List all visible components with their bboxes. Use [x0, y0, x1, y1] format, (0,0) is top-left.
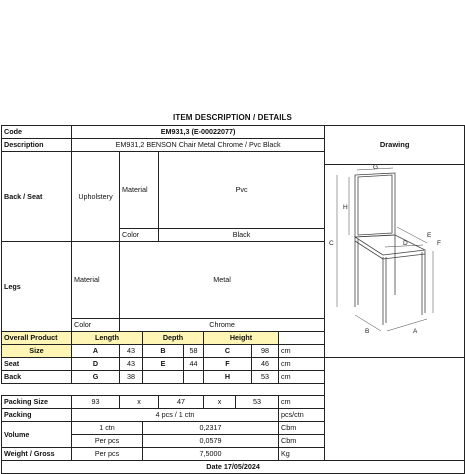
- upholstery-label: Upholstery: [72, 152, 120, 242]
- back-depth-value: [184, 371, 204, 384]
- height-header: Height: [204, 332, 279, 345]
- drawing-label-f: F: [437, 240, 442, 247]
- size-depth-value: 58: [184, 345, 204, 358]
- back-length-value: 38: [120, 371, 143, 384]
- row-volume-pcs: [2, 435, 465, 448]
- description-label: Description: [2, 139, 72, 152]
- back-seat-material-value: Pvc: [159, 152, 325, 229]
- drawing-label-d: D: [403, 240, 408, 247]
- chair-drawing: [325, 165, 465, 355]
- row-seat: [2, 358, 465, 371]
- packing-size-x1: x: [120, 396, 159, 409]
- volume-drawing-2: [325, 435, 465, 448]
- row-code: [2, 126, 465, 139]
- legs-color-value: Chrome: [120, 319, 325, 332]
- drawing-label-e: E: [427, 232, 432, 239]
- packing-size-v1: 93: [72, 396, 120, 409]
- size-height-value: 98: [252, 345, 279, 358]
- volume-pcs-value: 0,0579: [143, 435, 279, 448]
- volume-pcs-unit: Cbm: [279, 435, 325, 448]
- overall-product-label: Overall Product: [2, 332, 72, 345]
- volume-ctn-unit: Cbm: [279, 422, 325, 435]
- back-seat-material-label: Material: [120, 152, 159, 229]
- weight-drawing: [325, 448, 465, 461]
- seat-unit: cm: [279, 358, 325, 371]
- back-depth-key: [143, 371, 184, 384]
- size-length-value: 43: [120, 345, 143, 358]
- drawing-label-c: C: [329, 240, 334, 247]
- back-length-key: G: [72, 371, 120, 384]
- back-height-key: H: [204, 371, 252, 384]
- back-label: Back: [2, 371, 72, 384]
- drawing-label-h: H: [343, 204, 348, 211]
- drawing-label-b: B: [365, 328, 370, 335]
- back-seat-color-label: Color: [120, 229, 159, 242]
- legs-material-value: Metal: [120, 242, 325, 319]
- row-volume-ctn: [2, 422, 465, 435]
- seat-drawing-spacer: [325, 358, 465, 371]
- size-label: Size: [2, 345, 72, 358]
- weight-unit: Kg: [279, 448, 325, 461]
- packing-unit: pcs/ctn: [279, 409, 325, 422]
- size-depth-key: B: [143, 345, 184, 358]
- row-packing: [2, 409, 465, 422]
- weight-value: 7,5000: [143, 448, 279, 461]
- packing-value: 4 pcs / 1 ctn: [72, 409, 279, 422]
- size-height-key: C: [204, 345, 252, 358]
- back-unit: cm: [279, 371, 325, 384]
- row-spacer: [2, 384, 465, 396]
- size-length-key: A: [72, 345, 120, 358]
- seat-depth-key: E: [143, 358, 184, 371]
- row-date: [2, 461, 465, 474]
- legs-material-label: Material: [72, 242, 120, 319]
- seat-label: Seat: [2, 358, 72, 371]
- volume-label: Volume: [2, 422, 72, 448]
- volume-ctn-label: 1 ctn: [72, 422, 143, 435]
- depth-header: Depth: [143, 332, 204, 345]
- spacer-drawing: [325, 384, 465, 396]
- packing-size-label: Packing Size: [2, 396, 72, 409]
- drawing-label-g: G: [373, 165, 379, 171]
- row-weight: [2, 448, 465, 461]
- date-cell: Date 17/05/2024: [2, 461, 465, 474]
- packing-label: Packing: [2, 409, 72, 422]
- volume-pcs-label: Per pcs: [72, 435, 143, 448]
- packing-size-drawing: [325, 396, 465, 409]
- seat-height-value: 46: [252, 358, 279, 371]
- length-header: Length: [72, 332, 143, 345]
- volume-ctn-value: 0,2317: [143, 422, 279, 435]
- volume-drawing-1: [325, 422, 465, 435]
- legs-color-label: Color: [72, 319, 120, 332]
- drawing-panel: [325, 126, 465, 358]
- size-unit: cm: [279, 345, 325, 358]
- description-value: EM931,2 BENSON Chair Metal Chrome / Pvc Black: [72, 139, 325, 152]
- packing-size-v2: 47: [159, 396, 204, 409]
- back-seat-label: Back / Seat: [2, 152, 72, 242]
- packing-size-unit: cm: [279, 396, 325, 409]
- drawing-label-a: A: [413, 328, 418, 335]
- row-packing-size: [2, 396, 465, 409]
- back-seat-color-value: Black: [159, 229, 325, 242]
- back-height-value: 53: [252, 371, 279, 384]
- row-back: [2, 371, 465, 384]
- details-table: [1, 125, 465, 474]
- code-value: EM931,3 (E-00022077): [72, 126, 325, 139]
- spacer-cell: [2, 384, 325, 396]
- weight-label: Weight / Gross: [2, 448, 72, 461]
- drawing-label: Drawing: [325, 126, 464, 165]
- packing-drawing: [325, 409, 465, 422]
- packing-size-v3: 53: [236, 396, 279, 409]
- seat-height-key: F: [204, 358, 252, 371]
- seat-depth-value: 44: [184, 358, 204, 371]
- legs-label: Legs: [2, 242, 72, 332]
- document-title: ITEM DESCRIPTION / DETAILS: [173, 113, 292, 122]
- code-label: Code: [2, 126, 72, 139]
- seat-length-key: D: [72, 358, 120, 371]
- back-drawing-spacer: [325, 371, 465, 384]
- dims-header-blank: [279, 332, 325, 345]
- weight-sub-label: Per pcs: [72, 448, 143, 461]
- packing-size-x2: x: [204, 396, 236, 409]
- seat-length-value: 43: [120, 358, 143, 371]
